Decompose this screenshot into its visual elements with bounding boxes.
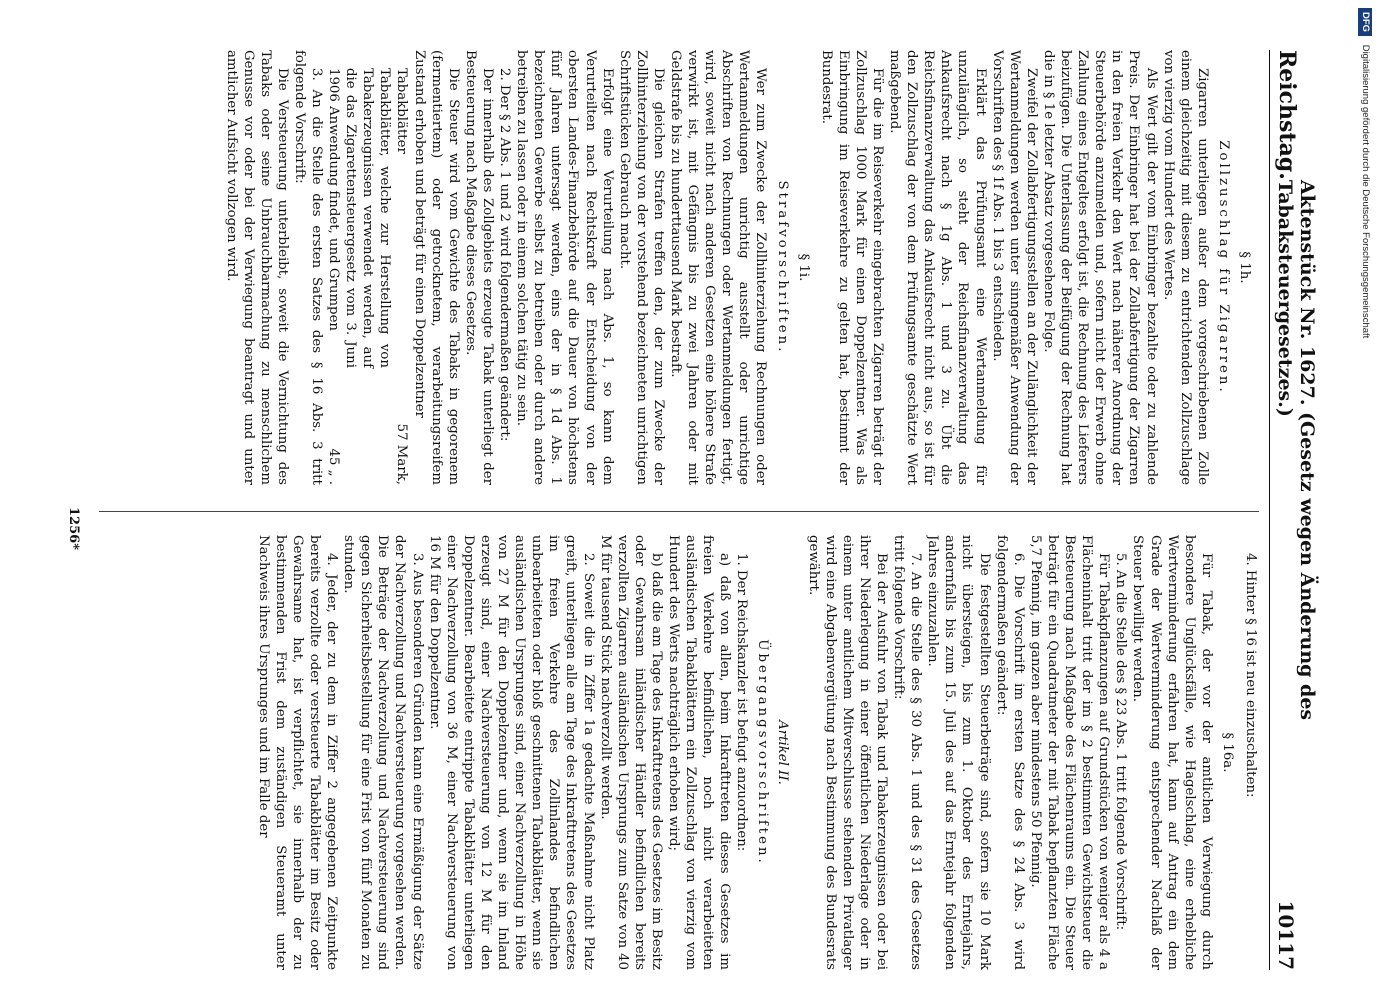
paragraph: Wer zum Zwecke der Zollhinterziehung Rechnungen oder Wertanmeldungen unrichtig ausstellt oder unrichtige Abschriften von Rechnungen oder Wertanmeldungen fertigt, wird, soweit nicht nach anderen Gesetzen eine höhere Strafe verwirkt ist, mit Gefängnis bis zu zwei Jahren oder mit Geldstrafe bis zu hunderttausend Mark bestraft.: [668, 50, 769, 485]
paragraph: Der innerhalb des Zollgebiets erzeugte Tabak unterliegt der Besteuerung nach Maßgabe dieses Gesetzes.: [462, 50, 495, 485]
paragraph: Für Tabakpflanzungen auf Grundstücken von weniger als 4 a Flächeninhalt tritt der im § 2 bestimmten Gewichtsteuer die Besteuerung nach Maßgabe des Flächenraums ein. Die Steuer beträgt für ein Quadratmeter der mit Tabak bepflanzten Fläche 5,7 Pfennig, im ganzen aber mindestens 50 Pfennig.: [1027, 535, 1112, 970]
paragraph: Die Steuer wird vom Gewichte des Tabaks in gegorenem (fermentiertem) oder getrocknetem, verarbeitungsreifem Zustand erhoben und beträgt für einen Doppelzentner: [411, 50, 461, 485]
header-title: Aktenstück Nr. 1627. (Gesetz wegen Änderung des Tabaksteuergesetzes.): [1274, 179, 1318, 721]
paragraph: b) daß die am Tage des Inkrafttretens des Gesetzes im Besitz oder Gewahrsam inländischer Händler befindlichen bereits verzollten Zigarren ausländischen Ursprungs zum Satze von 40 M für tausend Stück nachverzollt werden.: [597, 535, 664, 970]
credit-text: Digitalisierung gefördert durch die Deutsche Forschungsgemeinschaft: [1360, 44, 1371, 339]
tariff-row: [325, 50, 393, 485]
section-heading: § 1i.: [795, 253, 811, 282]
rotated-document-page: [53, 50, 1318, 970]
paragraph: Die Versteuerung unterbleibt, soweit die Vernichtung des Tabaks oder seine Unbrauchbarmachung zu menschlichem Genusse vor oder bei der Verwiegung beantragt und unter amtlicher Aufsicht vollzogen wird.: [223, 50, 290, 485]
page-number: 10117: [1274, 900, 1298, 970]
tariff-value: 57 Mark,: [394, 423, 410, 485]
paragraph: 7. An die Stelle des § 30 Abs. 1 und des § 31 des Gesetzes tritt folgende Vorschrift:: [891, 535, 924, 970]
section-heading: § 1h.: [1237, 251, 1252, 284]
paragraph: 4. Jeder, der zu dem in Ziffer 2 angegebenen Zeitpunkte bereits verzollte oder versteuerte Tabakblätter im Besitz oder Gewahrsame hat, ist verpflichtet, sie innerhalb der zu bestimmenden Frist dem zuständigen Steueramt unter Nachweis ihres Ursprunges und im Falle der: [255, 535, 340, 970]
paragraph: Als Wert gilt der vom Einbringer bezahlte oder zu zahlende Preis. Der Einbringer hat bei der Zollabfertigung der Zigarren in den freien Verkehr den Wert nach näherer Anordnung der Steuerbehörde anzumelden und, sofern nicht der Erwerb ohne Zahlung eines Entgeltes erfolgt ist, die Rechnung des Lieferers beizufügen. Die Unterlassung der Beifügung der Rechnung hat die in § 1e letzter Absatz vorgesehene Folge.: [1040, 50, 1159, 485]
paragraph: Zigarren unterliegen außer dem vorgeschriebenen Zolle einem gleichzeitig mit diesem zu entrichtenden Zollzuschlage von vierzig vom Hundert des Wertes.: [1160, 50, 1210, 485]
signature-mark: 1256*: [66, 507, 81, 550]
paragraph: 1. Der Reichskanzler ist befugt anzuordnen:: [734, 553, 750, 852]
paragraph: Erklärt das Prüfungsamt eine Wertanmeldung für unzulänglich, so steht der Reichsfinanzverwaltung das Ankaufsrecht nach § 1g Abs. 1 und 3 zu. Übt die Reichsfinanzverwaltung das Ankaufsrecht nicht aus, so ist für den Zollzuschlag der von dem Prüfungsamte geschätzte Wert maßgebend.: [887, 50, 988, 485]
left-column: [89, 50, 1259, 485]
paragraph: 4. Hinter § 16 ist neu einzuschalten:: [1243, 553, 1258, 798]
article-heading: Artikel II.: [774, 720, 790, 785]
paragraph: 6. Die Vorschrift im ersten Satze des § 24 Abs. 3 wird folgendermaßen geändert:: [993, 535, 1026, 970]
paragraph: Für die im Reiseverkehr eingebrachten Zigarren beträgt der Zollzuschlag 1000 Mark für einen Doppelzentner. Was als Einbringung im Reiseverkehre zu gelten hat, bestimmt der Bundesrat.: [818, 50, 886, 485]
tariff-label: Tabakblätter: [394, 68, 410, 154]
column-divider: [99, 511, 1259, 512]
paragraph: 2. Der § 2 Abs. 1 und 2 wird folgendermaßen geändert:: [497, 68, 513, 442]
header-left: Reichstag.: [1274, 50, 1300, 180]
tariff-label: Tabakblätter, welche zur Herstellung von Tabakerzeugnissen verwendet werden, auf die das Zigarettensteuergesetz vom 3. Juni 1906 Anwendung findet, und Grumpen: [326, 68, 393, 368]
paragraph: 3. Aus besonderen Gründen kann eine Ermäßigung der Sätze der Nachverzollung und Nachversteuerung vorgesehen werden. Die Beträge der Nachverzollung und Nachversteuerung sind gegen Sicherheitsbestellung für eine Frist von fünf Monaten zu stunden.: [341, 535, 425, 970]
right-column: [89, 535, 1259, 970]
section-title: Strafvorschriften.: [774, 180, 790, 355]
section-title: Übergangsvorschriften.: [755, 639, 771, 866]
funding-credit: [1352, 8, 1378, 992]
paragraph: Die gleichen Strafen treffen den, der zum Zwecke der Zollhinterziehung von der vorstehend bezeichneten unrichtigen Schriftstücken Gebrauch macht.: [616, 50, 666, 485]
page-header: [1269, 50, 1318, 970]
dfg-logo: DFG: [1358, 8, 1372, 36]
section-title: Zollzuschlag für Zigarren.: [1215, 140, 1231, 395]
paragraph: 5. An die Stelle des § 23 Abs. 1 tritt folgende Vorschrift:: [1113, 553, 1129, 931]
tariff-row: [393, 50, 410, 485]
paragraph: Die festgestellten Steuerbeträge sind, sofern sie 10 Mark nicht übersteigen, bis zum 1. Oktober des Erntejahrs, andernfalls bis zum 15. Juli des auf das Erntejahr folgenden Jahres einzuzahlen.: [925, 535, 992, 970]
paragraph: 2. Soweit die in Ziffer 1a gedachte Maßnahme nicht Platz greift, unterliegen alle am Tage des Inkrafttretens des Gesetzes im freien Verkehre des Zollinlandes befindlichen unbearbeiteten oder bloß geschnittenen Tabakblätter, wenn sie ausländischen Ursprunges sind, einer Nachverzollung in Höhe von 27 M für den Doppelzentner und, wenn sie im Inland erzeugt sind, einer Nachversteuerung von 12 M für den Doppelzentner. Bearbeitete entrippte Tabakblätter unterliegen einer Nachverzollung von 36 M, einer Nachversteuerung von 16 M für den Doppelzentner.: [426, 535, 596, 970]
paragraph: 3. An die Stelle des ersten Satzes des § 16 Abs. 3 tritt folgende Vorschrift:: [291, 50, 325, 485]
paragraph: a) daß von allen, beim Inkrafttreten dieses Gesetzes im freien Verkehre befindlichen, noch nicht verarbeiteten ausländischen Tabakblättern ein Zollzuschlag von vierzig vom Hundert des Werts nachträglich erhoben wird;: [666, 535, 733, 970]
tariff-value: 45 „ .: [326, 448, 342, 485]
paragraph: Zweifel der Zollabfertigungsstellen an der Zulänglichkeit der Wertanmeldungen werden unter sinngemäßer Anwendung der Vorschriften des § 1f Abs. 1 bis 3 entschieden.: [989, 50, 1039, 485]
paragraph: Bei der Ausfuhr von Tabak und Tabakerzeugnissen oder bei ihrer Niederlegung in einer öffentlichen Niederlage oder in einem unter amtlichem Mitverschlusse stehenden Privatlager wird eine Abgabenvergütung nach Bestimmung des Bundesrats gewährt.: [805, 535, 890, 970]
paragraph: Erfolgt eine Verurteilung nach Abs. 1, so kann dem Verurteilten nach Rechtskraft der Entscheidung von der obersten Landes-Finanzbehörde auf die Dauer von höchstens fünf Jahren untersagt werden, eins der in § 1d Abs. 1 bezeichneten Gewerbe selbst zu betreiben oder durch andere betreiben zu lassen oder in einem solchen tätig zu sein.: [514, 50, 615, 485]
section-heading: § 16a.: [1219, 732, 1235, 773]
paragraph: Für Tabak, der vor der amtlichen Verwiegung durch besondere Unglücksfälle, wie Hagelschlag, eine erhebliche Wertverminderung erfahren hat, kann auf Antrag ein dem Grade der Wertverminderung entsprechender Nachlaß der Steuer bewilligt werden.: [1130, 535, 1214, 970]
